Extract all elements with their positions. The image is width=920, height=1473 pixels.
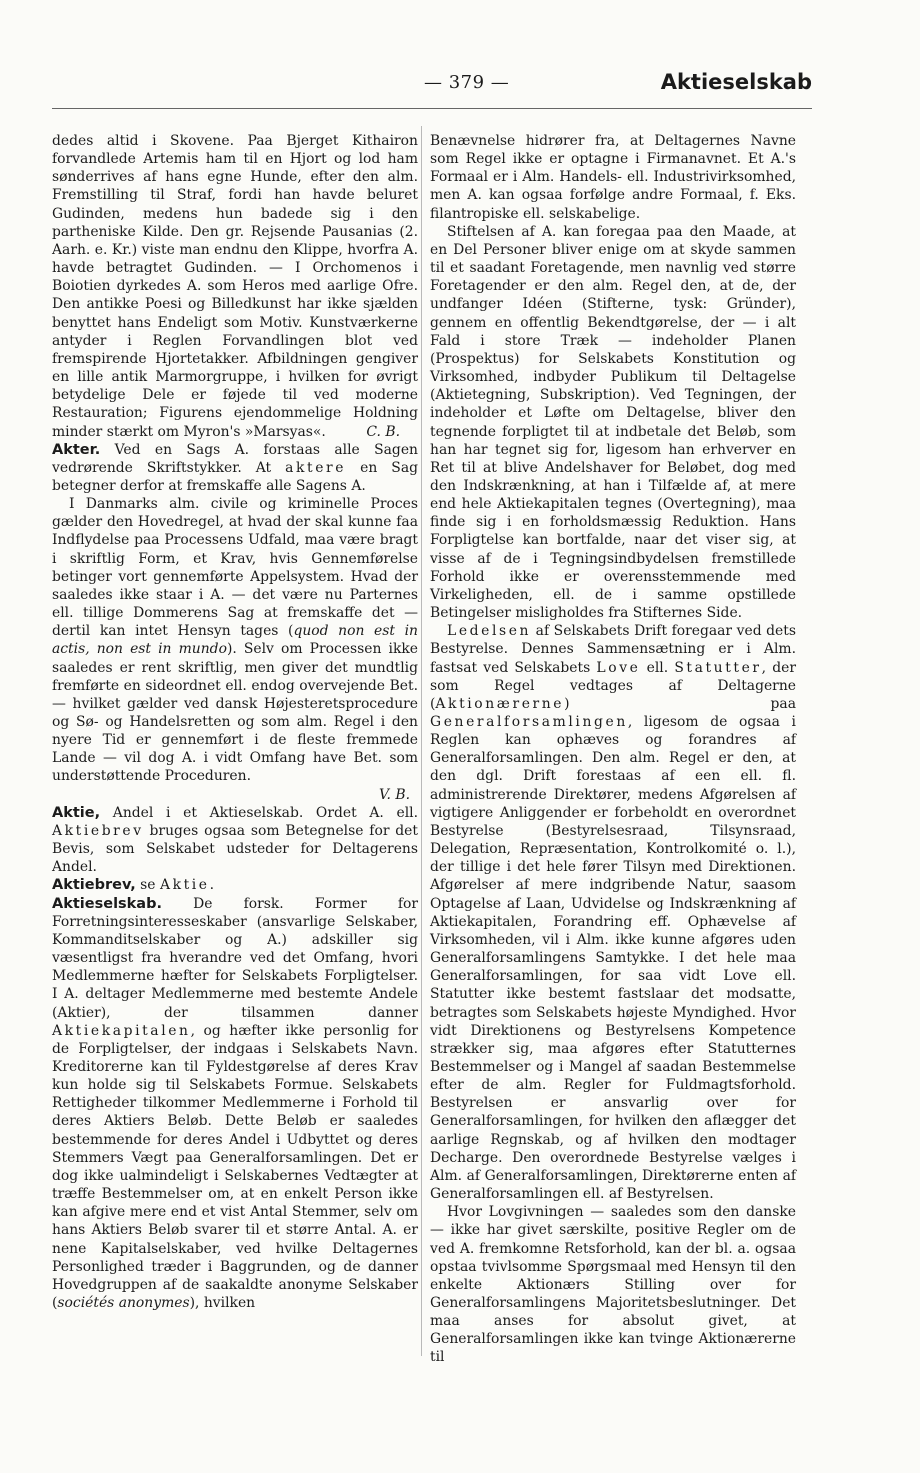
left-column xyxy=(52,132,418,1312)
paragraph-ledelsen: Ledelsen af Selskabets Drift foregaar ved dets Bestyrelse. Dennes Sammensætning er i Alm. fastsat ved Selskabets Love ell. Statutter, der som Regel vedtages af Deltagerne (Aktionærerne) paa Generalforsamlingen, ligesom de ogsaa i Reglen kan ophæves og forandres af Generalforsamlingen. Den alm. Regel er den, at den dgl. Drift forestaas af een ell. fl. administrerende Direktører, medens Afgørelsen af vigtigere Anliggender er forbeholdt en overordnet Bestyrelse (Bestyrelsesraad, Tilsynsraad, Delegation, Repræsentation, Kontrolkomité o. l.), der tillige i det hele fører Tilsyn med Direktionen. Afgørelser af mere indgribende Natur, saasom Optagelse af Laan, Udvidelse og Indskrænkning af Aktiekapitalen, Forandring eff. Ophævelse af Virksomheden, vil i Alm. ikke kunne afgøres uden Generalforsamlingens Samtykke. I det hele maa Generalforsamlingen, for saa vidt Love ell. Statutter ikke bestemt fastslaar det modsatte, betragtes som Selskabets højeste Myndighed. Hvor vidt Direktionens og Bestyrelsens Kompetence strækker sig, maa afgøres efter Statutternes Bestemmelser og i Mangel af saadan Bestemmelse efter de alm. Regler for Fuldmagtsforhold. Bestyrelsen er ansvarlig over for Generalforsamlingen, for hvilken den aflægger det aarlige Regnskab, og af hvilken den modtager Decharge. Den overordnede Bestyrelse vælges i Alm. af Generalforsamlingen, Direktørerne enten af Generalforsamlingen ell. af Bestyrelsen. xyxy=(430,623,796,1203)
header-rule xyxy=(52,108,812,109)
signature-vb: V. B. xyxy=(378,786,410,803)
headword-aktie: Aktie, xyxy=(52,804,101,821)
paragraph-stiftelsen: Stiftelsen af A. kan foregaa paa den Maade, at en Del Personer bliver enige om at skyde sammen til et saadant Foretagende, men navnlig ved større Foretagender er den alm. Regel den, at de, der undfanger Idéen (Stifterne, tysk: Gründer), gennem en offentlig Bekendtgørelse, der — i alt Fald i store Træk — indeholder Planen (Prospektus) for Selskabets Konstitution og Virksomhed, indbyder Publikum til Deltagelse (Aktietegning, Subskription). Ved Tegningen, der indeholder et Løfte om Deltagelse, bliver den tegnende forpligtet til at indbetale det Beløb, som han har tegnet sig for, ligesom han erhverver en Ret til at blive Andelshaver for Beløbet, dog med den Indskrænkning, at han i Tilfælde af, at mere end hele Aktiekapitalen tegnes (Overtegning), maa finde sig i en forholdsmæssig Reduktion. Hans Forpligtelse kan bortfalde, naar det viser sig, at visse af de i Tegningsindbydelsen fremstillede Forhold ikke er overensstemmende med Virkeligheden, ell. de i samme opstillede Betingelser misligholdes fra Stifternes Side. xyxy=(430,223,796,622)
paragraph-aktaion-continuation: dedes altid i Skovene. Paa Bjerget Kithairon forvandlede Artemis ham til en Hjort og lod ham sønderrives af hans egne Hunde, efter den alm. Fremstilling til Straf, fordi han havde beluret Gudinden, medens hun badede sig i den partheniske Kilde. Den gr. Rejsende Pausanias (2. Aarh. e. Kr.) viste man endnu den Klippe, hvorfra A. havde betragtet Gudinden. — I Orchomenos i Boiotien dyrkedes A. som Heros med aarlige Ofre. Den antikke Poesi og Billedkunst har ikke sjælden benyttet hans Endeligt som Motiv. Kunstværkerne antyder i Reglen Forvandlingen blot ved fremspirende Hjortetakker. Afbildningen gengiver en lille antik Marmorgruppe, i hvilken for øvrigt betydelige Dele er føjede til ved moderne Restauration; Figurens ejendommelige Holdning minder stærkt om Myron's »Marsyas«. C. B. xyxy=(52,133,418,440)
entry-akter: Akter. Ved en Sags A. forstaas alle Sagen vedrørende Skriftstykker. At aktere en Sag betegner derfor at fremskaffe alle Sagens A. xyxy=(52,441,418,494)
paragraph-benaevnelse: Benævnelse hidrører fra, at Deltagernes Navne som Regel ikke er optagne i Firmanavnet. Et A.'s Formaal er i Alm. Handels- ell. Industrivirksomhed, men A. kan ogsaa forfølge andre Formaal, f. Eks. filantropiske ell. selskabelige. xyxy=(430,133,796,222)
headword-akter: Akter. xyxy=(52,441,101,458)
entry-aktiebrev: Aktiebrev, se Aktie. xyxy=(52,877,215,894)
signature-cb: C. B. xyxy=(366,423,400,440)
page-number: — 379 — xyxy=(424,72,510,93)
paragraph-akter-proces: I Danmarks alm. civile og kriminelle Proces gælder den Hovedregel, at hvad der skal kunne faa Indflydelse paa Processens Udfald, maa være bragt i skriftlig Form, et Krav, hvis Gennemførelse betinger vort gennemførte Appelsystem. Hvad der saaledes ikke staar i A. — det være nu Parternes ell. tillige Dommerens Sag at fremskaffe det — dertil kan intet Hensyn tages (quod non est in actis, non est in mundo). Selv om Processen ikke saaledes er rent skriftlig, men giver det mundtlig fremførte en sideordnet ell. endog overvejende Bet. — hvilket gælder ved dansk Højesteretsprocedure og Sø- og Handelsretten og som alm. Regel i den nyere Tid er gennemført i de fleste fremmede Lande — vil dog A. i vidt Omfang have Bet. som understøttende Proceduren. xyxy=(52,496,419,785)
paragraph-lovgivningen: Hvor Lovgivningen — saaledes som den danske — ikke har givet særskilte, positive Regler om de ved A. fremkomne Retsforhold, kan der bl. a. ogsaa opstaa tvivlsomme Spørgsmaal med Hensyn til den enkelte Aktionærs Stilling over for Generalforsamlingens Majoritetsbeslutninger. Det maa anses for absolut givet, at Generalforsamlingen ikke kan tvinge Aktionærerne til xyxy=(430,1204,796,1366)
headword-aktiebrev: Aktiebrev, xyxy=(52,877,136,894)
running-head: Aktieselskab xyxy=(660,70,812,94)
entry-aktie: Aktie, Andel i et Aktieselskab. Ordet A. ell. Aktiebrev bruges ogsaa som Betegnelse for det Bevis, som Selskabet udsteder for Deltagerens Andel. xyxy=(52,804,418,876)
headword-aktieselskab: Aktieselskab. xyxy=(52,895,162,912)
page-header xyxy=(52,72,812,102)
column-divider xyxy=(421,126,422,1356)
right-column xyxy=(430,132,796,1367)
entry-aktieselskab: Aktieselskab. De forsk. Former for Forretningsinteresseskaber (ansvarlige Selskaber, Kommanditselskaber og A.) adskiller sig væsentligst fra hverandre ved det Omfang, hvori Medlemmerne hæfter for Selskabets Forpligtelser. I A. deltager Medlemmerne med bestemte Andele (Aktier), der tilsammen danner Aktiekapitalen, og hæfter ikke personlig for de Forpligtelser, der indgaas i Selskabets Navn. Kreditorerne kan til Fyldestgørelse af deres Krav kun holde sig til Selskabets Formue. Selskabets Rettigheder tilkommer Medlemmerne i Forhold til deres Aktiers Beløb. Dette Beløb er saaledes bestemmende for deres Andel i Udbyttet og deres Stemmers Vægt paa Generalforsamlingen. Det er dog ikke ualmindeligt i Selskabernes Vedtægter at træffe Bestemmelser om, at en enkelt Person ikke kan afgive mere end et vist Antal Stemmer, selv om hans Aktiers Beløb svarer til et større Antal. A. er nene Kapitalselskaber, ved hvilke Deltagernes Personlighed træder i Baggrunden, og de danner Hovedgruppen af de saakaldte anonyme Selskaber (sociétés anonymes), hvilken xyxy=(52,895,418,1311)
